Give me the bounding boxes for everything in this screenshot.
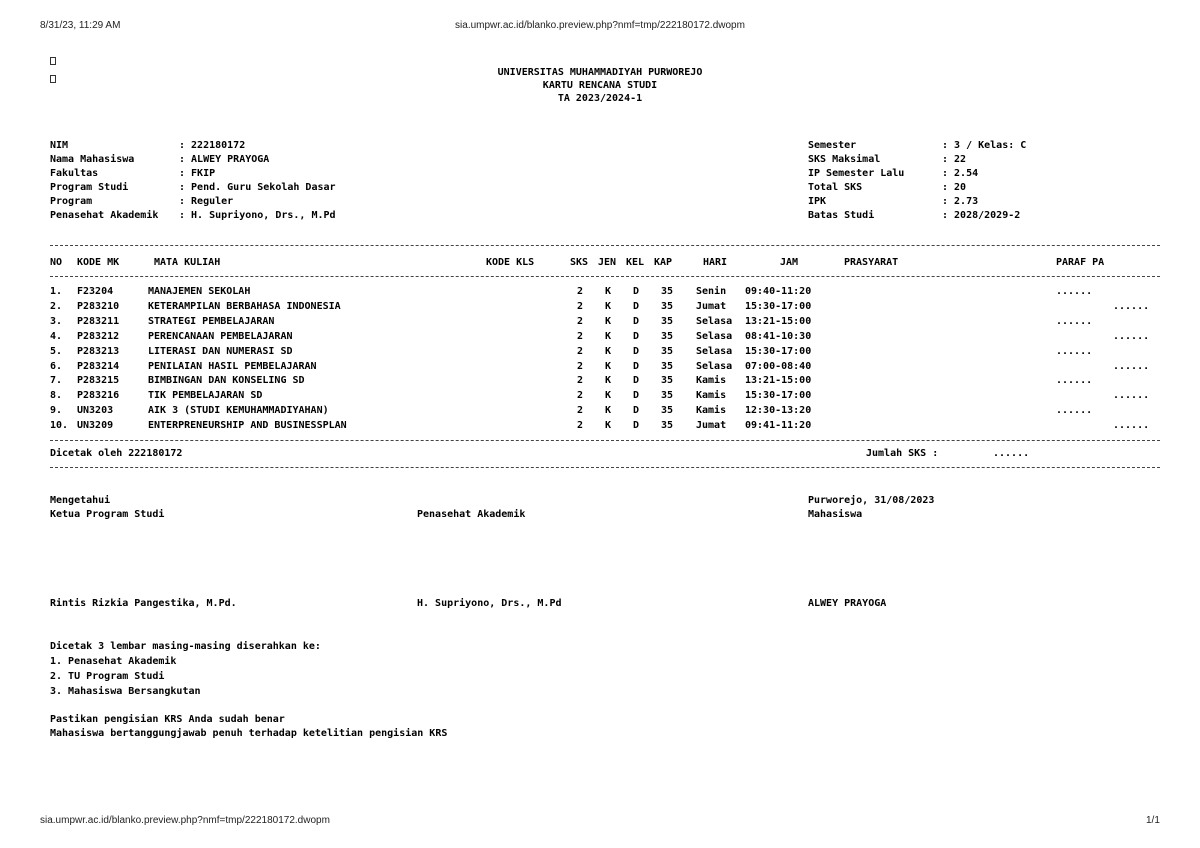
cell-sks: 2 — [577, 420, 584, 432]
col-jen: JEN — [598, 257, 617, 268]
cell-kap: 35 — [661, 345, 674, 357]
info-right-row — [0, 168, 1200, 180]
cell-jen: K — [605, 300, 612, 312]
print-timestamp: 8/31/23, 11:29 AM — [40, 20, 121, 31]
cell-kode: UN3203 — [77, 405, 114, 417]
info-left-value: : Pend. Guru Sekolah Dasar — [179, 182, 336, 193]
cell-kap: 35 — [661, 390, 674, 402]
cell-sks: 2 — [577, 360, 584, 372]
distribution-item: 1. Penasehat Akademik — [50, 656, 177, 667]
cell-mk: BIMBINGAN DAN KONSELING SD — [148, 375, 305, 387]
table-row — [0, 420, 1200, 432]
cell-no: 7. — [50, 375, 63, 387]
cell-jen: K — [605, 286, 612, 297]
cell-paraf: ...... — [1056, 375, 1093, 387]
cell-jam: 13:21-15:00 — [745, 375, 812, 387]
cell-sks: 2 — [577, 345, 584, 357]
cell-kel: D — [633, 330, 640, 342]
cell-jen: K — [605, 375, 612, 387]
cell-no: 10. — [50, 420, 69, 432]
cell-kode: F23204 — [77, 286, 114, 297]
info-right-value: : 2.54 — [942, 168, 979, 179]
cell-hari: Jumat — [696, 300, 727, 312]
cell-hari: Senin — [696, 286, 727, 297]
info-right-value: : 2028/2029-2 — [942, 210, 1021, 221]
cell-hari: Selasa — [696, 315, 733, 327]
cell-paraf: ...... — [1056, 345, 1093, 357]
sign-right-name: ALWEY PRAYOGA — [808, 598, 887, 609]
cell-jam: 15:30-17:00 — [745, 300, 812, 312]
cell-paraf: ...... — [1113, 390, 1150, 402]
table-header-rule — [50, 276, 1160, 277]
cell-kel: D — [633, 405, 640, 417]
table-bottom-rule — [50, 440, 1160, 441]
cell-kel: D — [633, 360, 640, 372]
table-row — [0, 346, 1200, 358]
cell-kel: D — [633, 375, 640, 387]
cell-jen: K — [605, 330, 612, 342]
cell-kode: P283212 — [77, 330, 120, 342]
info-right-label: Total SKS — [808, 182, 863, 193]
cell-jam: 09:40-11:20 — [745, 286, 812, 297]
sign-middle-name: H. Supriyono, Drs., M.Pd — [417, 598, 562, 609]
cell-kap: 35 — [661, 420, 674, 432]
cell-jam: 15:30-17:00 — [745, 345, 812, 357]
cell-no: 2. — [50, 300, 63, 312]
cell-jam: 08:41-10:30 — [745, 330, 812, 342]
cell-kel: D — [633, 345, 640, 357]
cell-kap: 35 — [661, 300, 674, 312]
cell-jam: 15:30-17:00 — [745, 390, 812, 402]
info-left-value: : ALWEY PRAYOGA — [179, 154, 270, 165]
cell-paraf: ...... — [1056, 405, 1093, 417]
cell-sks: 2 — [577, 390, 584, 402]
cell-kap: 35 — [661, 375, 674, 387]
info-left-label: Penasehat Akademik — [50, 210, 159, 221]
cell-mk: MANAJEMEN SEKOLAH — [148, 286, 251, 297]
info-right-value: : 3 / Kelas: C — [942, 140, 1027, 151]
table-row — [0, 286, 1200, 298]
info-right-row — [0, 210, 1200, 222]
cell-mk: KETERAMPILAN BERBAHASA INDONESIA — [148, 300, 341, 312]
cell-kap: 35 — [661, 286, 674, 297]
cell-sks: 2 — [577, 405, 584, 417]
cell-hari: Kamis — [696, 405, 727, 417]
info-right-row — [0, 196, 1200, 208]
cell-jam: 07:00-08:40 — [745, 360, 812, 372]
table-row — [0, 301, 1200, 313]
warning-line-1: Pastikan pengisian KRS Anda sudah benar — [50, 714, 285, 725]
table-row — [0, 390, 1200, 402]
cell-jam: 13:21-15:00 — [745, 315, 812, 327]
col-paraf: PARAF PA — [1056, 257, 1105, 268]
cell-kel: D — [633, 420, 640, 432]
info-right-row — [0, 140, 1200, 152]
col-kap: KAP — [654, 257, 673, 268]
print-url-bottom: sia.umpwr.ac.id/blanko.preview.php?nmf=tmp/222180172.dwopm — [40, 815, 330, 826]
table-row — [0, 375, 1200, 387]
cell-paraf: ...... — [1056, 315, 1093, 327]
print-page-number: 1/1 — [1146, 815, 1160, 826]
cell-no: 1. — [50, 286, 63, 297]
info-left-value: : 222180172 — [179, 140, 246, 151]
cell-hari: Selasa — [696, 330, 733, 342]
info-right-row — [0, 182, 1200, 194]
cell-no: 3. — [50, 315, 63, 327]
cell-mk: TIK PEMBELAJARAN SD — [148, 390, 263, 402]
cell-hari: Kamis — [696, 390, 727, 402]
col-hari: HARI — [703, 257, 728, 268]
info-right-label: Batas Studi — [808, 210, 875, 221]
col-prasyarat: PRASYARAT — [844, 257, 899, 268]
info-left-value: : FKIP — [179, 168, 216, 179]
info-left-value: : H. Supriyono, Drs., M.Pd — [179, 210, 336, 221]
info-right-label: IP Semester Lalu — [808, 168, 905, 179]
cell-paraf: ...... — [1113, 300, 1150, 312]
info-right-label: SKS Maksimal — [808, 154, 881, 165]
cell-kap: 35 — [661, 330, 674, 342]
col-kode-kls: KODE KLS — [486, 257, 535, 268]
cell-hari: Kamis — [696, 375, 727, 387]
distribution-item: 3. Mahasiswa Bersangkutan — [50, 686, 201, 697]
cell-mk: ENTERPRENEURSHIP AND BUSINESSPLAN — [148, 420, 347, 432]
total-sks-value: ...... — [993, 448, 1030, 459]
info-left-label: Nama Mahasiswa — [50, 154, 135, 165]
cell-kode: P283210 — [77, 300, 120, 312]
cell-kel: D — [633, 390, 640, 402]
total-sks-label: Jumlah SKS : — [866, 448, 939, 459]
col-kel: KEL — [626, 257, 645, 268]
cell-mk: PERENCANAAN PEMBELAJARAN — [148, 330, 293, 342]
university-title: UNIVERSITAS MUHAMMADIYAH PURWOREJO — [497, 67, 703, 78]
sign-right-line1: Purworejo, 31/08/2023 — [808, 495, 935, 506]
cell-jen: K — [605, 420, 612, 432]
table-row — [0, 361, 1200, 373]
info-right-row — [0, 154, 1200, 166]
cell-jen: K — [605, 405, 612, 417]
info-left-value: : Reguler — [179, 196, 234, 207]
table-footer — [0, 448, 1200, 460]
table-header — [0, 257, 1200, 269]
info-right-value: : 2.73 — [942, 196, 979, 207]
cell-jen: K — [605, 390, 612, 402]
cell-no: 9. — [50, 405, 63, 417]
cell-kel: D — [633, 315, 640, 327]
academic-year: TA 2023/2024-1 — [557, 93, 643, 104]
cell-no: 6. — [50, 360, 63, 372]
cell-jen: K — [605, 345, 612, 357]
info-right-label: Semester — [808, 140, 857, 151]
cell-kode: P283215 — [77, 375, 120, 387]
cell-kel: D — [633, 300, 640, 312]
cell-kode: P283214 — [77, 360, 120, 372]
table-row — [0, 316, 1200, 328]
info-left-label: Program — [50, 196, 93, 207]
col-no: NO — [50, 257, 63, 268]
info-left-label: Program Studi — [50, 182, 129, 193]
footer-rule — [50, 467, 1160, 468]
cell-paraf: ...... — [1113, 360, 1150, 372]
sign-left-line1: Mengetahui — [50, 495, 111, 506]
cell-paraf: ...... — [1056, 286, 1093, 297]
cell-no: 8. — [50, 390, 63, 402]
cell-paraf: ...... — [1113, 330, 1150, 342]
print-url-top: sia.umpwr.ac.id/blanko.preview.php?nmf=tmp/222180172.dwopm — [455, 20, 745, 31]
table-top-rule — [50, 245, 1160, 246]
distribution-title: Dicetak 3 lembar masing-masing diserahkan ke: — [50, 641, 321, 652]
cell-mk: LITERASI DAN NUMERASI SD — [148, 345, 293, 357]
cell-sks: 2 — [577, 330, 584, 342]
cell-jen: K — [605, 360, 612, 372]
printed-by: Dicetak oleh 222180172 — [50, 448, 183, 459]
broken-image-icon — [50, 52, 62, 62]
cell-no: 4. — [50, 330, 63, 342]
cell-sks: 2 — [577, 300, 584, 312]
cell-hari: Selasa — [696, 360, 733, 372]
table-row — [0, 405, 1200, 417]
sign-right-line2: Mahasiswa — [808, 509, 863, 520]
cell-kode: P283216 — [77, 390, 120, 402]
sign-left-line2: Ketua Program Studi — [50, 509, 165, 520]
info-left-label: NIM — [50, 140, 69, 151]
info-right-value: : 20 — [942, 182, 967, 193]
info-left-label: Fakultas — [50, 168, 99, 179]
cell-jam: 09:41-11:20 — [745, 420, 812, 432]
col-jam: JAM — [780, 257, 799, 268]
cell-no: 5. — [50, 345, 63, 357]
document-title: KARTU RENCANA STUDI — [542, 80, 658, 91]
cell-hari: Jumat — [696, 420, 727, 432]
cell-mk: AIK 3 (STUDI KEMUHAMMADIYAHAN) — [148, 405, 329, 417]
sign-left-name: Rintis Rizkia Pangestika, M.Pd. — [50, 598, 237, 609]
info-right-value: : 22 — [942, 154, 967, 165]
cell-kode: P283211 — [77, 315, 120, 327]
col-sks: SKS — [570, 257, 589, 268]
cell-kode: UN3209 — [77, 420, 114, 432]
col-mata-kuliah: MATA KULIAH — [154, 257, 221, 268]
cell-kap: 35 — [661, 360, 674, 372]
cell-sks: 2 — [577, 286, 584, 297]
cell-kap: 35 — [661, 405, 674, 417]
cell-kap: 35 — [661, 315, 674, 327]
warning-line-2: Mahasiswa bertanggungjawab penuh terhadap ketelitian pengisian KRS — [50, 728, 448, 739]
col-kode-mk: KODE MK — [77, 257, 120, 268]
cell-paraf: ...... — [1113, 420, 1150, 432]
cell-hari: Selasa — [696, 345, 733, 357]
info-right-label: IPK — [808, 196, 827, 207]
cell-jen: K — [605, 315, 612, 327]
distribution-item: 2. TU Program Studi — [50, 671, 165, 682]
sign-middle-line2: Penasehat Akademik — [417, 509, 526, 520]
cell-kel: D — [633, 286, 640, 297]
cell-sks: 2 — [577, 375, 584, 387]
cell-jam: 12:30-13:20 — [745, 405, 812, 417]
cell-sks: 2 — [577, 315, 584, 327]
table-row — [0, 331, 1200, 343]
cell-kode: P283213 — [77, 345, 120, 357]
cell-mk: STRATEGI PEMBELAJARAN — [148, 315, 275, 327]
cell-mk: PENILAIAN HASIL PEMBELAJARAN — [148, 360, 317, 372]
